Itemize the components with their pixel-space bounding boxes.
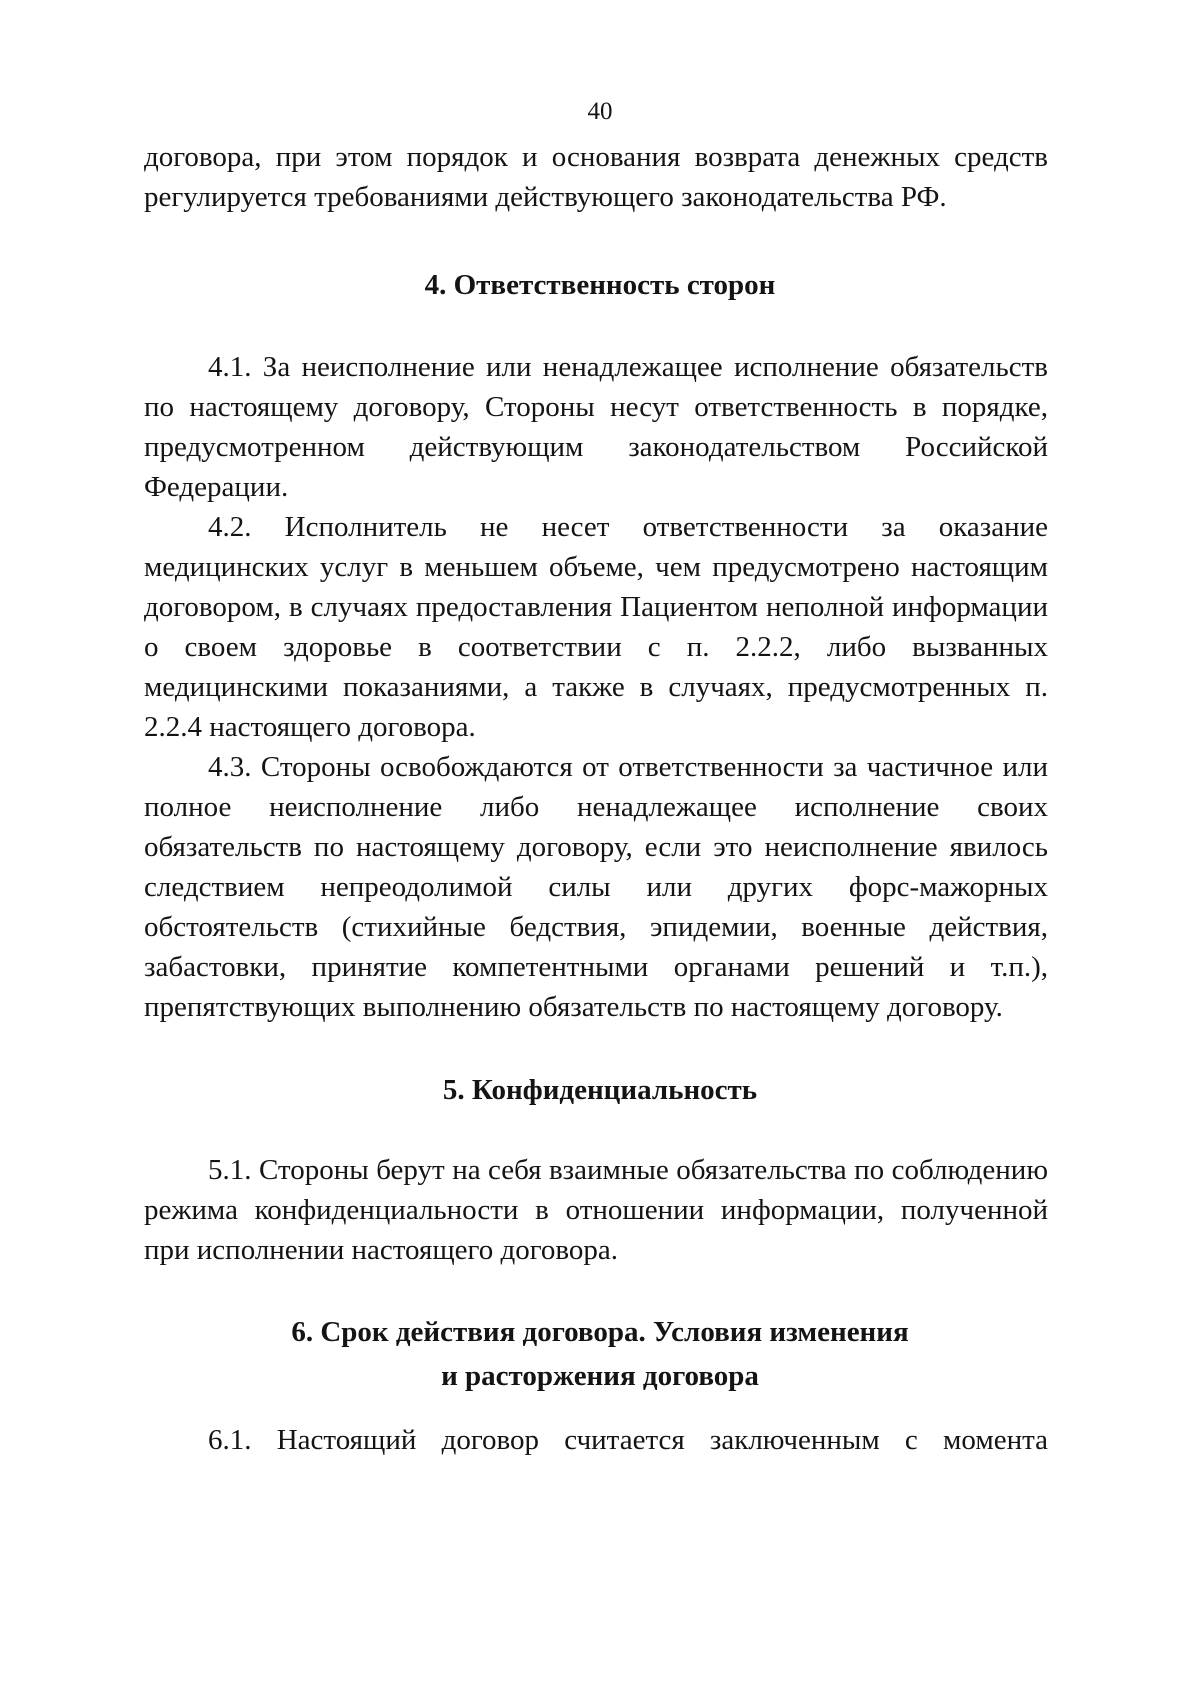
paragraph-4-1: 4.1. За неисполнение или ненадлежащее исполнение обязательств по настоящему договору, Стороны несут ответственность в порядке, предусмотренном действующим законодательством Российской Федерации.	[144, 351, 1048, 503]
paragraph-5-1: 5.1. Стороны берут на себя взаимные обязательства по соблюдению режима конфиденциальности в отношении информации, полученной при исполнении настоящего договора.	[144, 1154, 1048, 1266]
paragraph-6-1: 6.1. Настоящий договор считается заключенным с момента	[208, 1424, 1048, 1456]
section-5-title: 5. Конфиденциальность	[442, 1074, 758, 1106]
section-6-title-line-1: 6. Срок действия договора. Условия изменения	[291, 1316, 909, 1348]
section-4-title: 4. Ответственность сторон	[424, 269, 776, 301]
page-number: 40	[587, 98, 613, 125]
paragraph-4-3: 4.3. Стороны освобождаются от ответственности за частичное или полное неисполнение либо ненадлежащее исполнение своих обязательств по настоящему договору, если это неисполнение явилось следствием непреодолимой силы или других форс-мажорных обстоятельств (стихийные бедствия, эпидемии, военные действия, забастовки, принятие компетентными органами решений и т.п.), препятствующих выполнению обязательств по настоящему договору.	[144, 751, 1048, 1023]
paragraph-4-2: 4.2. Исполнитель не несет ответственности за оказание медицинских услуг в меньшем объеме, чем предусмотрено настоящим договором, в случаях предоставления Пациентом неполной информации о своем здоровье в соответствии с п. 2.2.2, либо вызванных медицинскими показаниями, а также в случаях, предусмотренных п. 2.2.4 настоящего договора.	[144, 511, 1048, 743]
intro-paragraph: договора, при этом порядок и основания возврата денежных средств регулируется требованиями действующего законодательства РФ.	[144, 141, 1048, 213]
section-6-title-line-2: и расторжения договора	[441, 1360, 759, 1392]
